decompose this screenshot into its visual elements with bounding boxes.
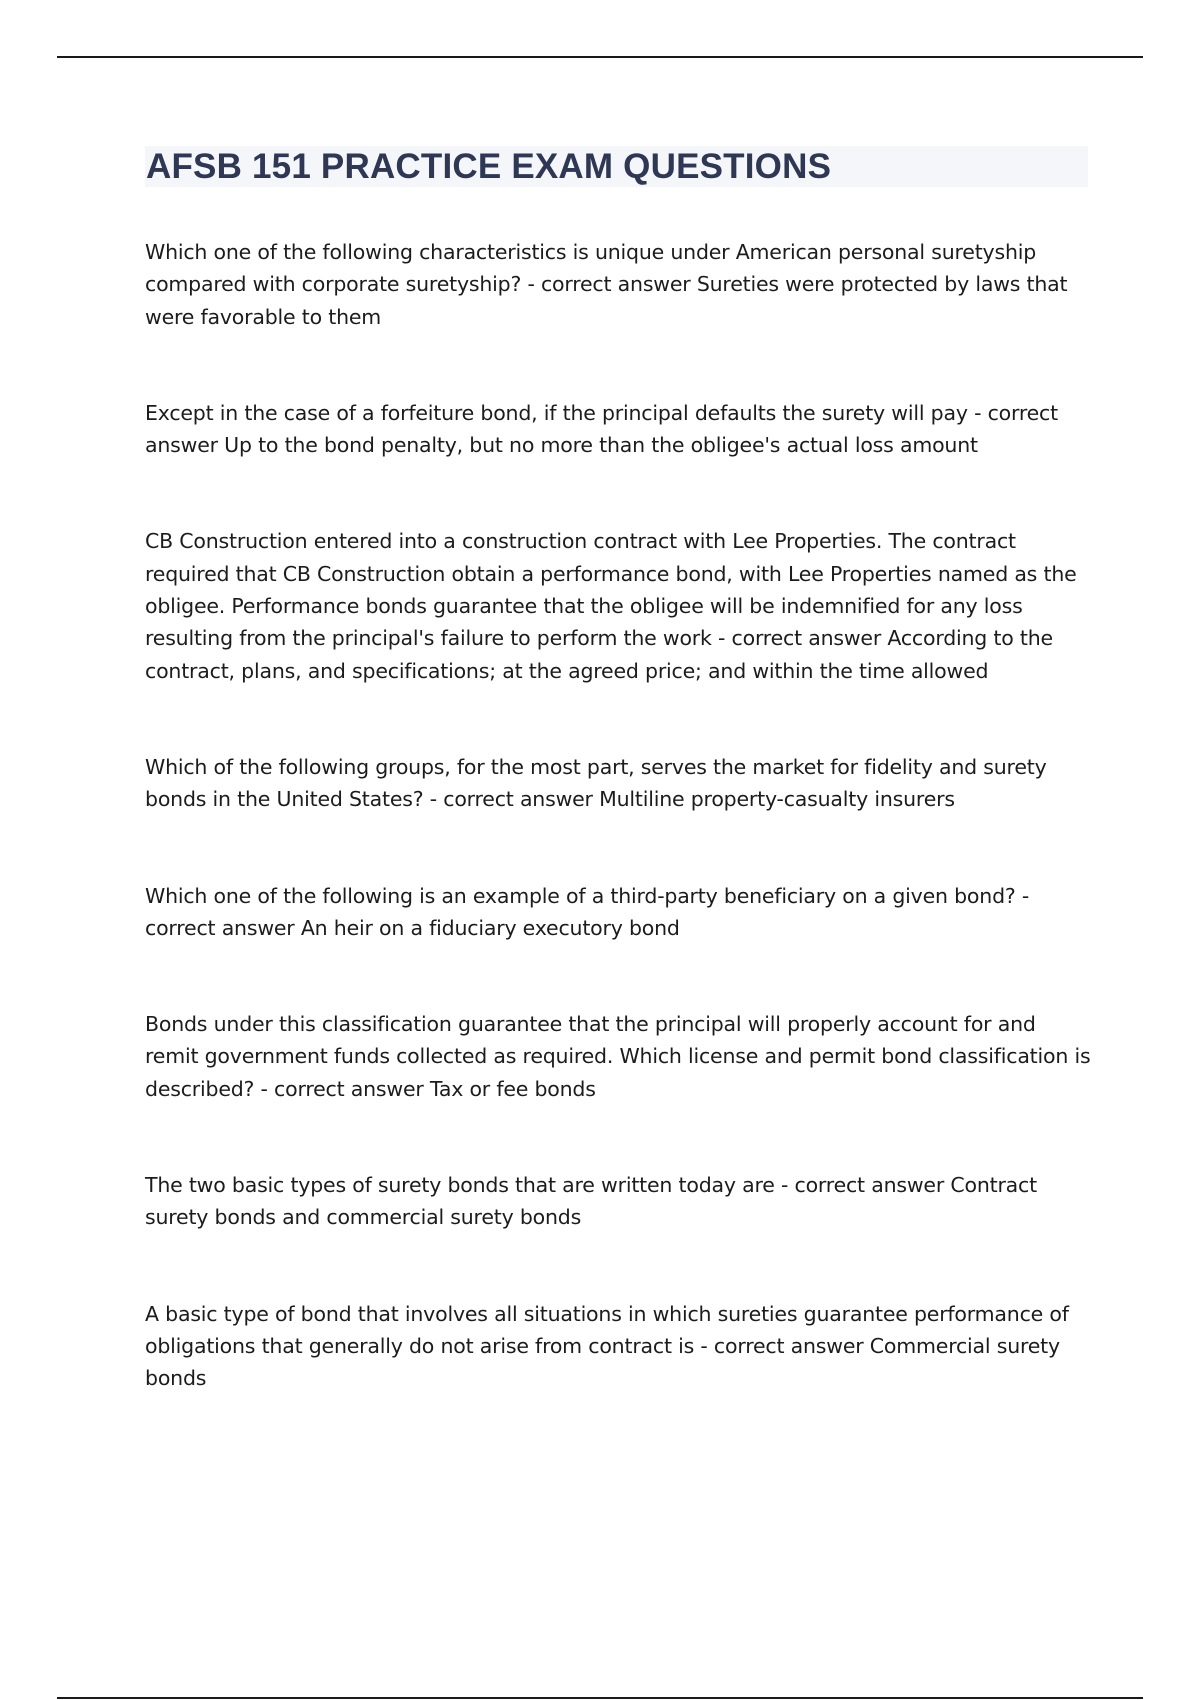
question-item: A basic type of bond that involves all situations in which sureties guarantee performance of obligations that generally do not arise from contract is - correct answer Commercial surety bonds bbox=[145, 1301, 1069, 1391]
question-item: Which of the following groups, for the most part, serves the market for fidelity and surety bonds in the United States? - correct answer Multiline property-casualty insurers bbox=[145, 754, 1047, 812]
question-item: Which one of the following is an example of a third-party beneficiary on a given bond? - correct answer An heir on a fiduciary executory bond bbox=[145, 883, 1030, 940]
question-list bbox=[145, 236, 1095, 1395]
question-item: Except in the case of a forfeiture bond, if the principal defaults the surety will pay - correct answer Up to the bond penalty, but no more than the obligee's actual loss amount bbox=[145, 400, 1058, 458]
question-item: Bonds under this classification guarantee that the principal will properly account for and remit government funds collected as required. Which license and permit bond classification is described? - correct answer Tax or fee bonds bbox=[145, 1012, 1091, 1101]
page-title: AFSB 151 PRACTICE EXAM QUESTIONS bbox=[146, 147, 832, 186]
footer-rule bbox=[57, 1697, 1143, 1699]
question-item: CB Construction entered into a construction contract with Lee Properties. The contract required that CB Construction obtain a performance bond, with Lee Properties named as the obligee. Performance bonds guarantee that the obligee will be indemnified for any loss resulting from the principal's failure to perform the work - correct answer According to the contract, plans, and specifications; at the agreed price; and within the time allowed bbox=[145, 529, 1077, 683]
header-rule bbox=[57, 56, 1143, 58]
question-item: The two basic types of surety bonds that are written today are - correct answer Contract surety bonds and commercial surety bonds bbox=[145, 1173, 1037, 1230]
question-item: Which one of the following characteristics is unique under American personal suretyship compared with corporate suretyship? - correct answer Sureties were protected by laws that were favorable to them bbox=[145, 240, 1068, 329]
